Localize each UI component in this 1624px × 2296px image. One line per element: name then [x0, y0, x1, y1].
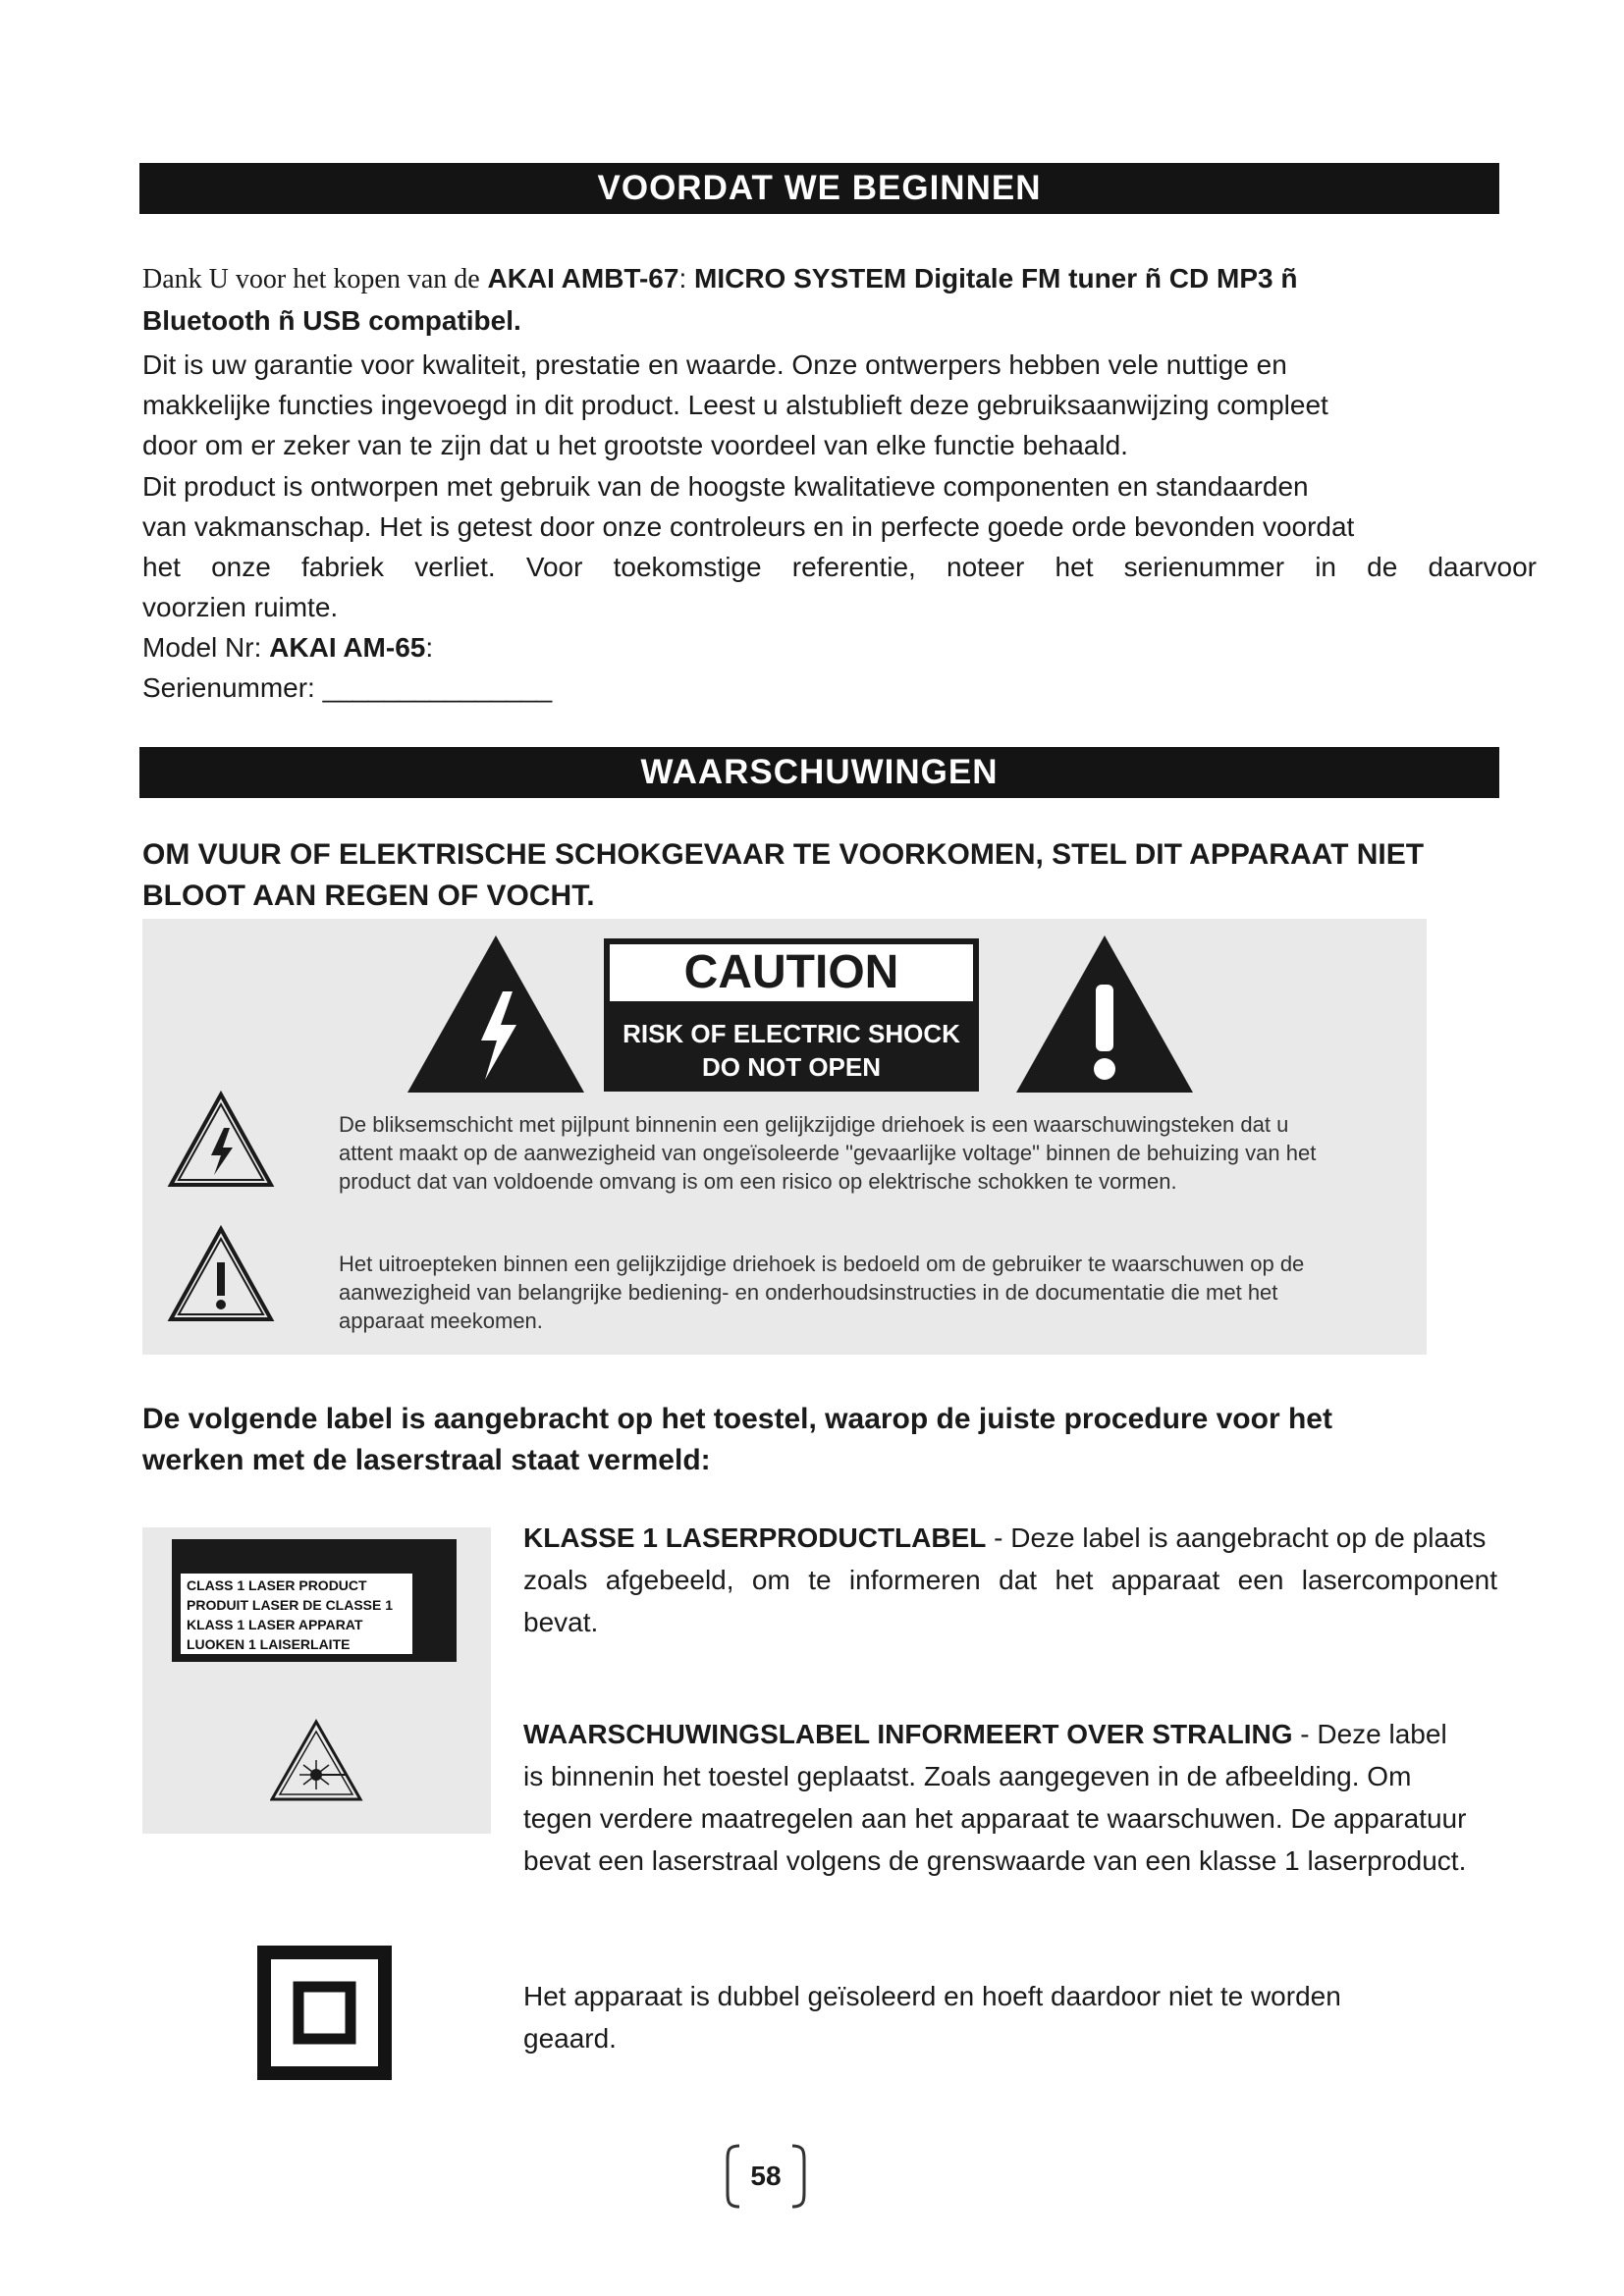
laser-heading-line-2: werken met de laserstraal staat vermeld: — [142, 1444, 711, 1476]
intro-prefix: Dank U voor het kopen van de — [142, 264, 480, 294]
class-1-laser-label — [172, 1539, 457, 1662]
klasse-title: KLASSE 1 LASERPRODUCTLABEL — [523, 1522, 987, 1553]
caution-sign — [604, 938, 979, 1092]
lightning-line-3: product dat van voldoende omvang is om een risico op elektrische schokken te vormen. — [339, 1169, 1177, 1194]
intro-line-2: Bluetooth ñ USB compatibel. — [142, 305, 521, 336]
double-insulation-icon — [257, 1946, 392, 2080]
lightning-explanation — [339, 1110, 1399, 1196]
para2-line-4: voorzien ruimte. — [142, 592, 339, 622]
intro-brand: AKAI AMBT-67 — [487, 263, 679, 294]
caution-panel — [142, 919, 1427, 1355]
laser-label-line-4: LUOKEN 1 LAISERLAITE — [187, 1636, 351, 1652]
straling-line-1 — [523, 1713, 1497, 1755]
page-number — [722, 2142, 810, 2211]
klasse-1-description — [523, 1517, 1497, 1643]
para2-line-3: het onze fabriek verliet. Voor toekomstige referentie, noteer het serienummer in de daarvoor — [142, 552, 1537, 582]
straling-line-4: bevat een laserstraal volgens de grenswaarde van een klasse 1 laserproduct. — [523, 1845, 1467, 1876]
para2-line-2: van vakmanschap. Het is getest door onze controleurs en in perfecte goede orde bevonden voordat — [142, 511, 1355, 542]
small-lightning-triangle-icon — [167, 1091, 275, 1189]
model-suffix: : — [425, 632, 434, 663]
model-label: Model Nr: — [142, 632, 262, 663]
exclamation-explanation — [339, 1250, 1399, 1335]
intro-product: MICRO SYSTEM Digitale FM tuner ñ CD MP3 ñ — [694, 263, 1298, 294]
warning-heading-line-2: BLOOT AAN REGEN OF VOCHT. — [142, 880, 595, 912]
double-insulation-description — [523, 1975, 1497, 2059]
section-title-voordat: VOORDAT WE BEGINNEN — [139, 163, 1499, 214]
exclamation-line-3: apparaat meekomen. — [339, 1308, 543, 1333]
straling-line-1-text: - Deze label — [1292, 1719, 1447, 1749]
para1-line-2: makkelijke functies ingevoegd in dit product. Leest u alstublieft deze gebruiksaanwijzing compleet — [142, 390, 1328, 420]
large-lightning-warning-icon — [403, 931, 589, 1097]
model-line — [142, 627, 1537, 667]
para2-line-1: Dit product is ontworpen met gebruik van de hoogste kwalitatieve componenten en standaarden — [142, 471, 1309, 502]
laser-radiation-warning-icon — [270, 1719, 363, 1802]
model-value: AKAI AM-65 — [269, 632, 426, 663]
klasse-line-3: bevat. — [523, 1607, 599, 1637]
serial-line: Serienummer: _______________ — [142, 672, 553, 703]
section-title-waarschuwingen: WAARSCHUWINGEN — [139, 747, 1499, 798]
large-exclamation-warning-icon — [1011, 931, 1198, 1097]
laser-label-line-3: KLASS 1 LASER APPARAT — [187, 1617, 363, 1632]
laser-label-line-1: CLASS 1 LASER PRODUCT — [187, 1577, 367, 1593]
klasse-line-2: zoals afgebeeld, om te informeren dat het apparaat een lasercomponent — [523, 1565, 1497, 1595]
straling-title: WAARSCHUWINGSLABEL INFORMEERT OVER STRALING — [523, 1719, 1293, 1749]
para1-line-3: door om er zeker van te zijn dat u het grootste voordeel van elke functie behaald. — [142, 430, 1128, 460]
intro-line-1 — [142, 258, 1537, 299]
straling-description — [523, 1713, 1497, 1882]
double-insulation-line-2: geaard. — [523, 2023, 617, 2054]
double-insulation-line-1: Het apparaat is dubbel geïsoleerd en hoeft daardoor niet te worden — [523, 1981, 1341, 2011]
caution-title: CAUTION — [610, 944, 973, 1001]
laser-label-line-2: PRODUIT LASER DE CLASSE 1 — [187, 1597, 394, 1613]
exclamation-line-1: Het uitroepteken binnen een gelijkzijdige driehoek is bedoeld om de gebruiker te waarschuwen op de — [339, 1252, 1305, 1276]
lightning-line-1: De bliksemschicht met pijlpunt binnenin een gelijkzijdige driehoek is een waarschuwingsteken dat u — [339, 1112, 1289, 1137]
lightning-line-2: attent maakt op de aanwezigheid van ongeïsoleerde "gevaarlijke voltage" binnen de behuizing van het — [339, 1141, 1317, 1165]
laser-label-text — [181, 1574, 412, 1654]
page-number-text: 58 — [750, 2161, 782, 2191]
warning-heading-line-1: OM VUUR OF ELEKTRISCHE SCHOKGEVAAR TE VOORKOMEN, STEL DIT APPARAAT NIET — [142, 838, 1425, 871]
klasse-line-1 — [523, 1517, 1497, 1559]
caution-line-2: DO NOT OPEN — [701, 1052, 881, 1082]
laser-label-panel — [142, 1527, 491, 1834]
klasse-line-1-text: - Deze label is aangebracht op de plaats — [986, 1522, 1487, 1553]
para1-line-1: Dit is uw garantie voor kwaliteit, prestatie en waarde. Onze ontwerpers hebben vele nuttige en — [142, 349, 1287, 380]
intro-colon: : — [678, 263, 687, 294]
exclamation-line-2: aanwezigheid van belangrijke bediening- en onderhoudsinstructies in de documentatie die met het — [339, 1280, 1278, 1305]
straling-line-3: tegen verdere maatregelen aan het apparaat te waarschuwen. De apparatuur — [523, 1803, 1467, 1834]
small-exclamation-triangle-icon — [167, 1225, 275, 1323]
straling-line-2: is binnenin het toestel geplaatst. Zoals aangegeven in de afbeelding. Om — [523, 1761, 1412, 1791]
laser-heading-line-1: De volgende label is aangebracht op het toestel, waarop de juiste procedure voor het — [142, 1403, 1332, 1435]
caution-line-1: RISK OF ELECTRIC SHOCK — [623, 1019, 960, 1048]
